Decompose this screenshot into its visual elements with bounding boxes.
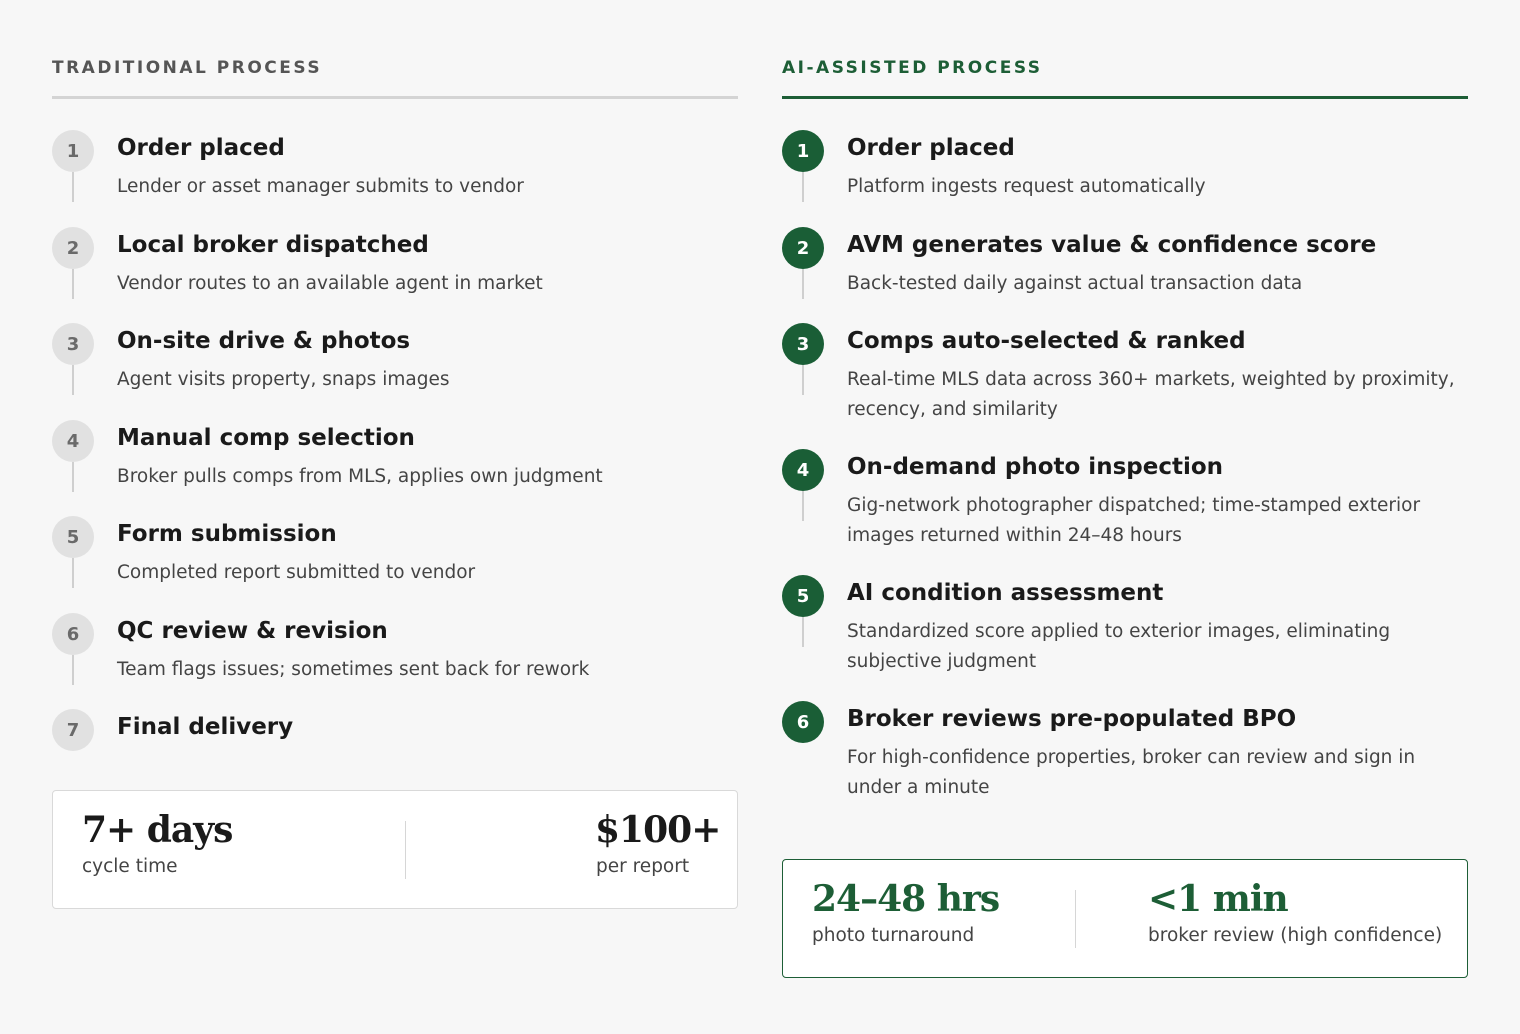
step-connector	[802, 172, 804, 202]
step-description: Platform ingests request automatically	[847, 176, 1206, 197]
step-title: Comps auto-selected & ranked	[847, 328, 1246, 354]
step-title: Form submission	[117, 521, 337, 547]
step-description: Completed report submitted to vendor	[117, 562, 476, 583]
step-number-badge: 1	[782, 130, 824, 172]
step-description: Team flags issues; sometimes sent back for rework	[117, 659, 590, 680]
step-description: Gig-network photographer dispatched; time-stamped exterior images returned within 24–48 hours	[847, 495, 1421, 546]
ai-heading-rule	[782, 96, 1468, 99]
photo-turnaround-label: photo turnaround	[812, 925, 975, 946]
step-number-badge: 1	[52, 130, 94, 172]
step-number-badge: 2	[782, 227, 824, 269]
step-number-badge: 5	[52, 516, 94, 558]
step-connector	[72, 558, 74, 588]
step-title: AVM generates value & confidence score	[847, 232, 1377, 258]
cycle-time-label: cycle time	[82, 856, 178, 877]
step-number-badge: 7	[52, 709, 94, 751]
step-connector	[72, 462, 74, 492]
step-description: For high-confidence properties, broker can review and sign in under a minute	[847, 747, 1416, 798]
traditional-stats-card	[52, 790, 738, 909]
step-title: On-site drive & photos	[117, 328, 411, 354]
traditional-heading-rule	[52, 96, 738, 99]
step-number-badge: 3	[52, 323, 94, 365]
step-connector	[72, 655, 74, 685]
photo-turnaround-value: 24–48 hrs	[812, 878, 1000, 920]
cost-label: per report	[596, 856, 690, 877]
step-connector	[72, 172, 74, 202]
step-description: Broker pulls comps from MLS, applies own judgment	[117, 466, 603, 487]
step-number-badge: 3	[782, 323, 824, 365]
step-description: Standardized score applied to exterior images, eliminating subjective judgment	[847, 621, 1391, 672]
step-title: On-demand photo inspection	[847, 454, 1224, 480]
step-title: Order placed	[847, 135, 1015, 161]
broker-review-label: broker review (high confidence)	[1148, 925, 1443, 946]
step-title: QC review & revision	[117, 618, 388, 644]
stats-divider	[1075, 890, 1076, 948]
step-description: Back-tested daily against actual transaction data	[847, 273, 1303, 294]
ai-stats-card	[782, 859, 1468, 978]
step-connector	[802, 365, 804, 395]
step-title: Broker reviews pre-populated BPO	[847, 706, 1297, 732]
step-description: Agent visits property, snaps images	[117, 369, 450, 390]
step-title: AI condition assessment	[847, 580, 1164, 606]
step-title: Order placed	[117, 135, 285, 161]
step-number-badge: 2	[52, 227, 94, 269]
cost-value: $100+	[595, 809, 721, 851]
step-number-badge: 5	[782, 575, 824, 617]
step-description: Real-time MLS data across 360+ markets, weighted by proximity, recency, and similarity	[847, 369, 1455, 420]
step-connector	[802, 269, 804, 299]
step-connector	[72, 365, 74, 395]
stats-divider	[405, 821, 406, 879]
step-description: Lender or asset manager submits to vendor	[117, 176, 524, 197]
traditional-process-heading: TRADITIONAL PROCESS	[52, 58, 323, 78]
broker-review-value: <1 min	[1148, 878, 1288, 920]
step-number-badge: 6	[52, 613, 94, 655]
step-connector	[72, 269, 74, 299]
step-description: Vendor routes to an available agent in market	[117, 273, 543, 294]
ai-process-heading: AI-ASSISTED PROCESS	[782, 58, 1043, 78]
step-connector	[802, 617, 804, 647]
step-title: Final delivery	[117, 714, 294, 740]
step-title: Manual comp selection	[117, 425, 415, 451]
step-number-badge: 4	[782, 449, 824, 491]
step-number-badge: 4	[52, 420, 94, 462]
step-number-badge: 6	[782, 701, 824, 743]
cycle-time-value: 7+ days	[82, 809, 233, 851]
step-connector	[802, 491, 804, 521]
step-title: Local broker dispatched	[117, 232, 429, 258]
